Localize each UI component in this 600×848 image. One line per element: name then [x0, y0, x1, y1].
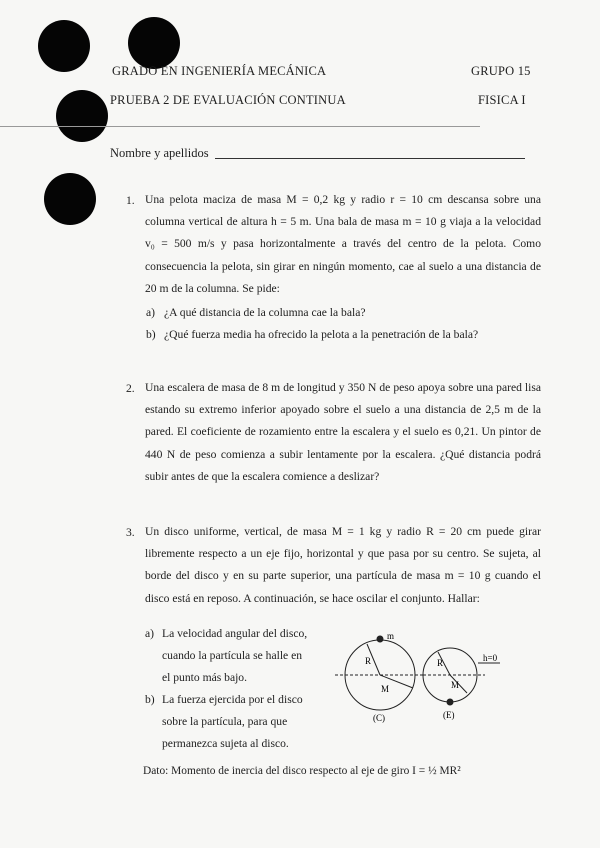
figure-label-e: (E) [443, 710, 455, 720]
problem-3-item-b-line-2: sobre la partícula, para que [162, 715, 288, 728]
problem-1-item-b: ¿Qué fuerza media ha ofrecido la pelota a la penetración de la bala? [164, 328, 479, 341]
name-label: Nombre y apellidos [110, 146, 209, 160]
problem-3-item-b-label: b) [145, 693, 155, 706]
problem-3-note: Dato: Momento de inercia del disco respecto al eje de giro I = ½ MR² [143, 765, 461, 777]
problem-1-item-b-label: b) [146, 328, 156, 341]
problem-1-text: Una pelota maciza de masa M = 0,2 kg y radio r = 10 cm descansa sobre una columna vertical de altura h = 5 m. Una bala de masa m = 10 g viaja a la velocidad v₀ = 500 m/s y pasa horizontalmente a través del centro de la pelota. Como consecuencia la pelota, sin girar en ningún momento, cae al suelo a una distancia de 20 m de la columna. Se pide: [145, 193, 541, 295]
redaction-mark [44, 173, 96, 225]
figure-label-R-right: R [437, 658, 444, 668]
problem-2-number: 2. [126, 382, 135, 395]
problem-3-item-b-line-1: La fuerza ejercida por el disco [162, 693, 303, 706]
test-title: PRUEBA 2 DE EVALUACIÓN CONTINUA [110, 93, 346, 107]
figure-label-M-left: M [381, 684, 390, 694]
problem-1-item-a-label: a) [146, 306, 156, 319]
redaction-mark [56, 90, 108, 142]
disc-figure [325, 630, 525, 725]
problem-1-number: 1. [126, 194, 135, 207]
redaction-mark [128, 17, 180, 69]
figure-label-c: (C) [373, 713, 385, 723]
problem-3-item-b-line-3: permanezca sujeta al disco. [162, 737, 289, 750]
problem-3-item-a-line-1: La velocidad angular del disco, [162, 627, 308, 640]
header-rule [0, 126, 480, 127]
group-label: GRUPO 15 [471, 64, 531, 78]
problem-3-item-a-line-2: cuando la partícula se halle en [162, 649, 303, 662]
figure-label-M-right: M [451, 680, 460, 690]
name-field-line[interactable] [215, 158, 525, 159]
figure-label-h0: h=0 [483, 653, 498, 663]
figure-label-R-left: R [365, 656, 372, 666]
redaction-mark [38, 20, 90, 72]
subject-label: FISICA I [478, 93, 526, 107]
figure-label-m: m [387, 631, 395, 641]
problem-3-text: Un disco uniforme, vertical, de masa M = 1 kg y radio R = 20 cm puede girar libremente respecto a un eje fijo, horizontal y que pasa por su centro. Se sujeta, al borde del disco y en su parte superior, una partícula de masa m = 10 g cuando el disco está en reposo. A continuación, se hace oscilar el conjunto. Hallar: [145, 525, 541, 605]
problem-3-number: 3. [126, 526, 135, 539]
problem-1-item-a: ¿A qué distancia de la columna cae la bala? [164, 306, 366, 319]
problem-3-item-a-label: a) [145, 627, 155, 640]
problem-3-item-a-line-3: el punto más bajo. [162, 671, 248, 684]
degree-title: GRADO EN INGENIERÍA MECÁNICA [112, 64, 327, 78]
problem-2-text: Una escalera de masa de 8 m de longitud y 350 N de peso apoya sobre una pared lisa estando su extremo inferior apoyado sobre el suelo a una distancia de 2,5 m de la pared. El coeficiente de rozamiento entre la escalera y el suelo es 0,21. Un pintor de 440 N de peso comienza a subir lentamente por la escalera. ¿Qué distancia podrá subir antes de que la escalera comience a deslizar? [145, 381, 541, 483]
